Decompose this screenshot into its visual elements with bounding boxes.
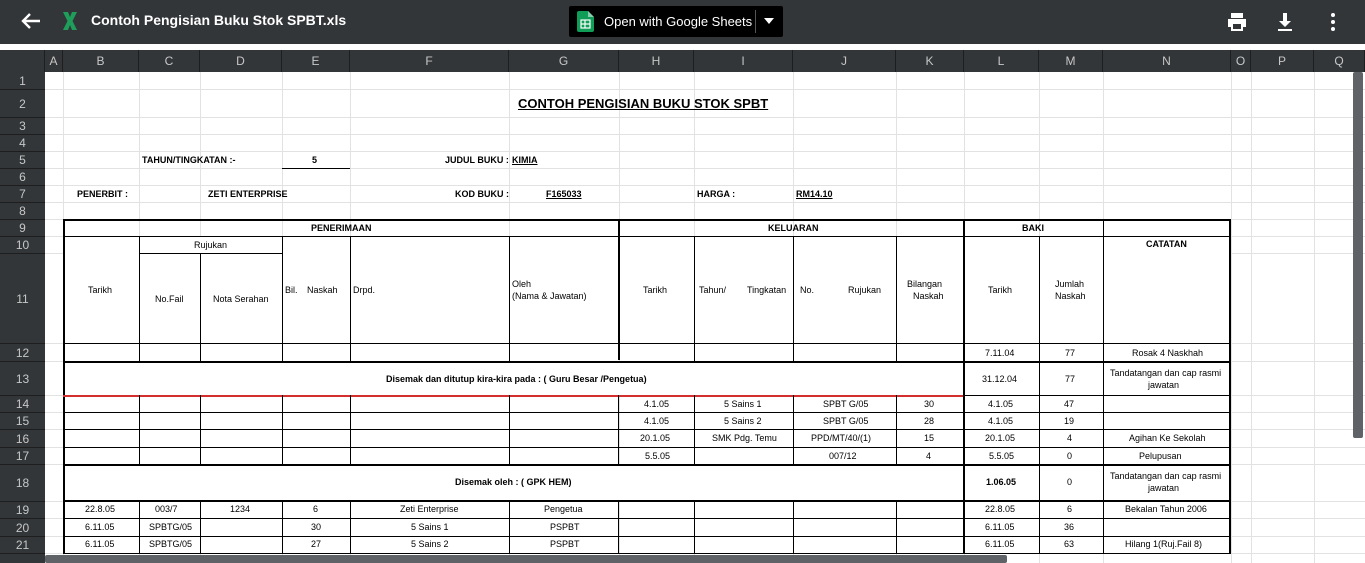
horizontal-scrollbar[interactable]	[45, 555, 1007, 563]
cell: Bekalan Tahun 2006	[1125, 504, 1207, 514]
catatan-header: CATATAN	[1146, 239, 1187, 249]
harga-label: HARGA :	[697, 189, 736, 199]
col-label: Bilangan	[907, 279, 943, 289]
gridline	[1251, 72, 1252, 563]
col-label: Oleh	[512, 279, 532, 289]
cell: 63	[1064, 539, 1075, 549]
open-with-google-sheets-button[interactable]	[569, 6, 783, 37]
col-label: Nota Serahan	[213, 294, 269, 304]
cell: 77	[1065, 374, 1076, 384]
cell: 5.5.05	[989, 451, 1015, 461]
judul-label: JUDUL BUKU :	[445, 155, 509, 165]
cell: 4	[926, 451, 932, 461]
cell: Tandatangan dan cap rasmi	[1110, 368, 1222, 378]
col-label: Naskah	[1055, 291, 1086, 301]
cell: 5.5.05	[645, 451, 671, 461]
cell: Rosak 4 Naskhah	[1132, 348, 1204, 358]
harga-value: RM14.10	[796, 189, 833, 199]
gridline	[45, 89, 1365, 90]
cell: 0	[1067, 477, 1073, 487]
col-label: Rujukan	[848, 285, 882, 295]
cell: Disemak oleh : ( GPK HEM)	[455, 477, 572, 487]
row-header[interactable]: 2	[0, 90, 45, 118]
col-header[interactable]: G	[509, 50, 619, 72]
print-icon[interactable]	[1225, 10, 1249, 34]
gridline	[1314, 72, 1315, 563]
col-header[interactable]: E	[282, 50, 350, 72]
gridline	[45, 202, 1365, 203]
row-header[interactable]: 5	[0, 152, 45, 169]
cell: 15	[924, 433, 935, 443]
judul-value: KIMIA	[512, 155, 538, 165]
gridline	[45, 151, 1365, 152]
cell: 19	[1064, 416, 1075, 426]
cell: PSPBT	[550, 522, 580, 532]
col-header[interactable]: C	[139, 50, 200, 72]
cell: 6.11.05	[985, 522, 1015, 532]
cell: 5 Sains 1	[724, 399, 762, 409]
col-header[interactable]: B	[63, 50, 139, 72]
row-header[interactable]: 15	[0, 413, 45, 430]
col-header[interactable]: D	[200, 50, 282, 72]
row-headers	[0, 72, 45, 563]
cell: 22.8.05	[985, 504, 1016, 514]
penerimaan-header: PENERIMAAN	[311, 223, 372, 233]
cell: 28	[924, 416, 935, 426]
col-header[interactable]: L	[964, 50, 1039, 72]
row-header[interactable]: 19	[0, 502, 45, 519]
penerbit-label: PENERBIT :	[77, 189, 129, 199]
cell: SPBTG/05	[149, 539, 193, 549]
row-header[interactable]: 20	[0, 519, 45, 537]
gridline	[1231, 72, 1232, 563]
cell: 4.1.05	[988, 416, 1014, 426]
row-header[interactable]: 14	[0, 396, 45, 413]
cell: 22.8.05	[85, 504, 116, 514]
cell: SMK Pdg. Temu	[712, 433, 777, 443]
gridline	[45, 168, 1365, 169]
cell: SPBT G/05	[823, 399, 869, 409]
col-header[interactable]: M	[1039, 50, 1103, 72]
cell: 003/7	[155, 504, 178, 514]
cell: 5 Sains 2	[724, 416, 762, 426]
row-header[interactable]: 21	[0, 537, 45, 554]
column-headers	[0, 50, 1365, 72]
cell: 27	[311, 539, 322, 549]
kod-label: KOD BUKU :	[455, 189, 509, 199]
cell: Disemak dan ditutup kira-kira pada : ( Guru Besar /Pengetua)	[386, 374, 647, 384]
cell: Agihan Ke Sekolah	[1129, 433, 1206, 443]
penerbit-value: ZETI ENTERPRISE	[208, 189, 288, 199]
cell: 30	[924, 399, 935, 409]
col-label: No.Fail	[155, 294, 184, 304]
cell: 4.1.05	[988, 399, 1014, 409]
col-label: Tahun/	[699, 285, 727, 295]
cell: 20.1.05	[985, 433, 1016, 443]
cell: Zeti Enterprise	[400, 504, 459, 514]
cell: PPD/MT/40/(1)	[811, 433, 872, 443]
row-header[interactable]: 3	[0, 118, 45, 135]
cell: Pelupusan	[1139, 451, 1182, 461]
file-title: Contoh Pengisian Buku Stok SPBT.xls	[91, 12, 347, 28]
col-header[interactable]: H	[619, 50, 694, 72]
cell: 20.1.05	[640, 433, 671, 443]
cell: Pengetua	[544, 504, 583, 514]
row-header[interactable]: 10	[0, 237, 45, 254]
col-label: Tingkatan	[747, 285, 787, 295]
open-with-label: Open with Google Sheets	[604, 14, 753, 29]
cell: 36	[1064, 522, 1075, 532]
baki-header: BAKI	[1022, 223, 1044, 233]
cell: 6	[313, 504, 319, 514]
cell: 1234	[230, 504, 251, 514]
col-header[interactable]: J	[793, 50, 896, 72]
gridline	[45, 117, 1365, 118]
cell: 77	[1065, 348, 1076, 358]
tahun-value: 5	[312, 155, 318, 165]
row-header[interactable]: 16	[0, 430, 45, 448]
button-divider	[755, 10, 756, 33]
excel-file-icon	[60, 10, 80, 32]
col-header[interactable]: Q	[1314, 50, 1365, 72]
rujukan-header: Rujukan	[194, 240, 228, 250]
cell: 30	[311, 522, 322, 532]
row-header[interactable]: 4	[0, 135, 45, 152]
select-all-corner[interactable]	[0, 50, 45, 72]
cell: jawatan	[1148, 483, 1180, 493]
col-header[interactable]: A	[45, 50, 63, 72]
cell: 5 Sains 1	[411, 522, 449, 532]
col-label: (Nama & Jawatan)	[512, 291, 587, 301]
col-label: Tarikh	[88, 285, 113, 295]
col-label: Naskah	[913, 291, 944, 301]
cell: 4.1.05	[644, 416, 670, 426]
chevron-down-icon[interactable]	[764, 18, 774, 24]
col-header[interactable]: F	[350, 50, 509, 72]
gridline	[45, 134, 1365, 135]
cell: 6.11.05	[985, 539, 1015, 549]
vertical-scrollbar[interactable]	[1353, 72, 1363, 438]
col-label: Tarikh	[643, 285, 668, 295]
download-icon[interactable]	[1273, 10, 1297, 34]
cell: SPBT G/05	[823, 416, 869, 426]
col-label: No.	[800, 285, 815, 295]
gridline	[45, 185, 1365, 186]
sheet-title: CONTOH PENGISIAN BUKU STOK SPBT	[518, 96, 769, 111]
col-label: Bil.	[285, 285, 298, 295]
cell: Tandatangan dan cap rasmi	[1110, 471, 1222, 481]
cell: 007/12	[829, 451, 857, 461]
tahun-label: TAHUN/TINGKATAN :-	[142, 155, 236, 165]
col-label: Naskah	[307, 285, 338, 295]
cell: 0	[1067, 451, 1073, 461]
cell: Hilang 1(Ruj.Fail 8)	[1125, 539, 1203, 549]
cell: 6	[1067, 504, 1073, 514]
cell: SPBTG/05	[149, 522, 193, 532]
cell: 31.12.04	[982, 374, 1018, 384]
col-header[interactable]: P	[1251, 50, 1314, 72]
row-header[interactable]: 17	[0, 448, 45, 465]
col-header[interactable]: I	[694, 50, 793, 72]
cell: 7.11.04	[985, 348, 1015, 358]
col-label: Jumlah	[1055, 279, 1085, 289]
row-header[interactable]: 1	[0, 72, 45, 90]
underline	[282, 168, 350, 169]
row-header[interactable]: 12	[0, 344, 45, 362]
kod-value: F165033	[546, 189, 582, 199]
col-label: Drpd.	[353, 285, 376, 295]
col-header[interactable]: N	[1103, 50, 1231, 72]
cell: 6.11.05	[85, 522, 115, 532]
cell: 4.1.05	[644, 399, 670, 409]
spreadsheet-grid[interactable]	[45, 72, 1365, 563]
row-header[interactable]: 7	[0, 186, 45, 203]
cell: 5 Sains 2	[411, 539, 449, 549]
row-header[interactable]: 6	[0, 169, 45, 186]
col-header[interactable]: K	[896, 50, 964, 72]
more-vert-icon[interactable]	[1321, 10, 1345, 34]
cell: 4	[1067, 433, 1073, 443]
keluaran-header: KELUARAN	[768, 223, 819, 233]
row-header[interactable]: 8	[0, 203, 45, 220]
row-header[interactable]: 11	[0, 254, 45, 344]
row-header[interactable]: 9	[0, 220, 45, 237]
col-header[interactable]: O	[1231, 50, 1251, 72]
col-label: Tarikh	[988, 285, 1013, 295]
row-header[interactable]: 13	[0, 362, 45, 396]
row-header[interactable]: 18	[0, 465, 45, 502]
cell: 6.11.05	[85, 539, 115, 549]
back-arrow-icon[interactable]	[16, 8, 46, 34]
cell: 47	[1064, 399, 1075, 409]
cell: 1.06.05	[986, 477, 1017, 487]
google-sheets-icon	[577, 11, 594, 32]
cell: jawatan	[1148, 380, 1180, 390]
viewer-toolbar	[0, 0, 1365, 44]
cell: PSPBT	[550, 539, 580, 549]
